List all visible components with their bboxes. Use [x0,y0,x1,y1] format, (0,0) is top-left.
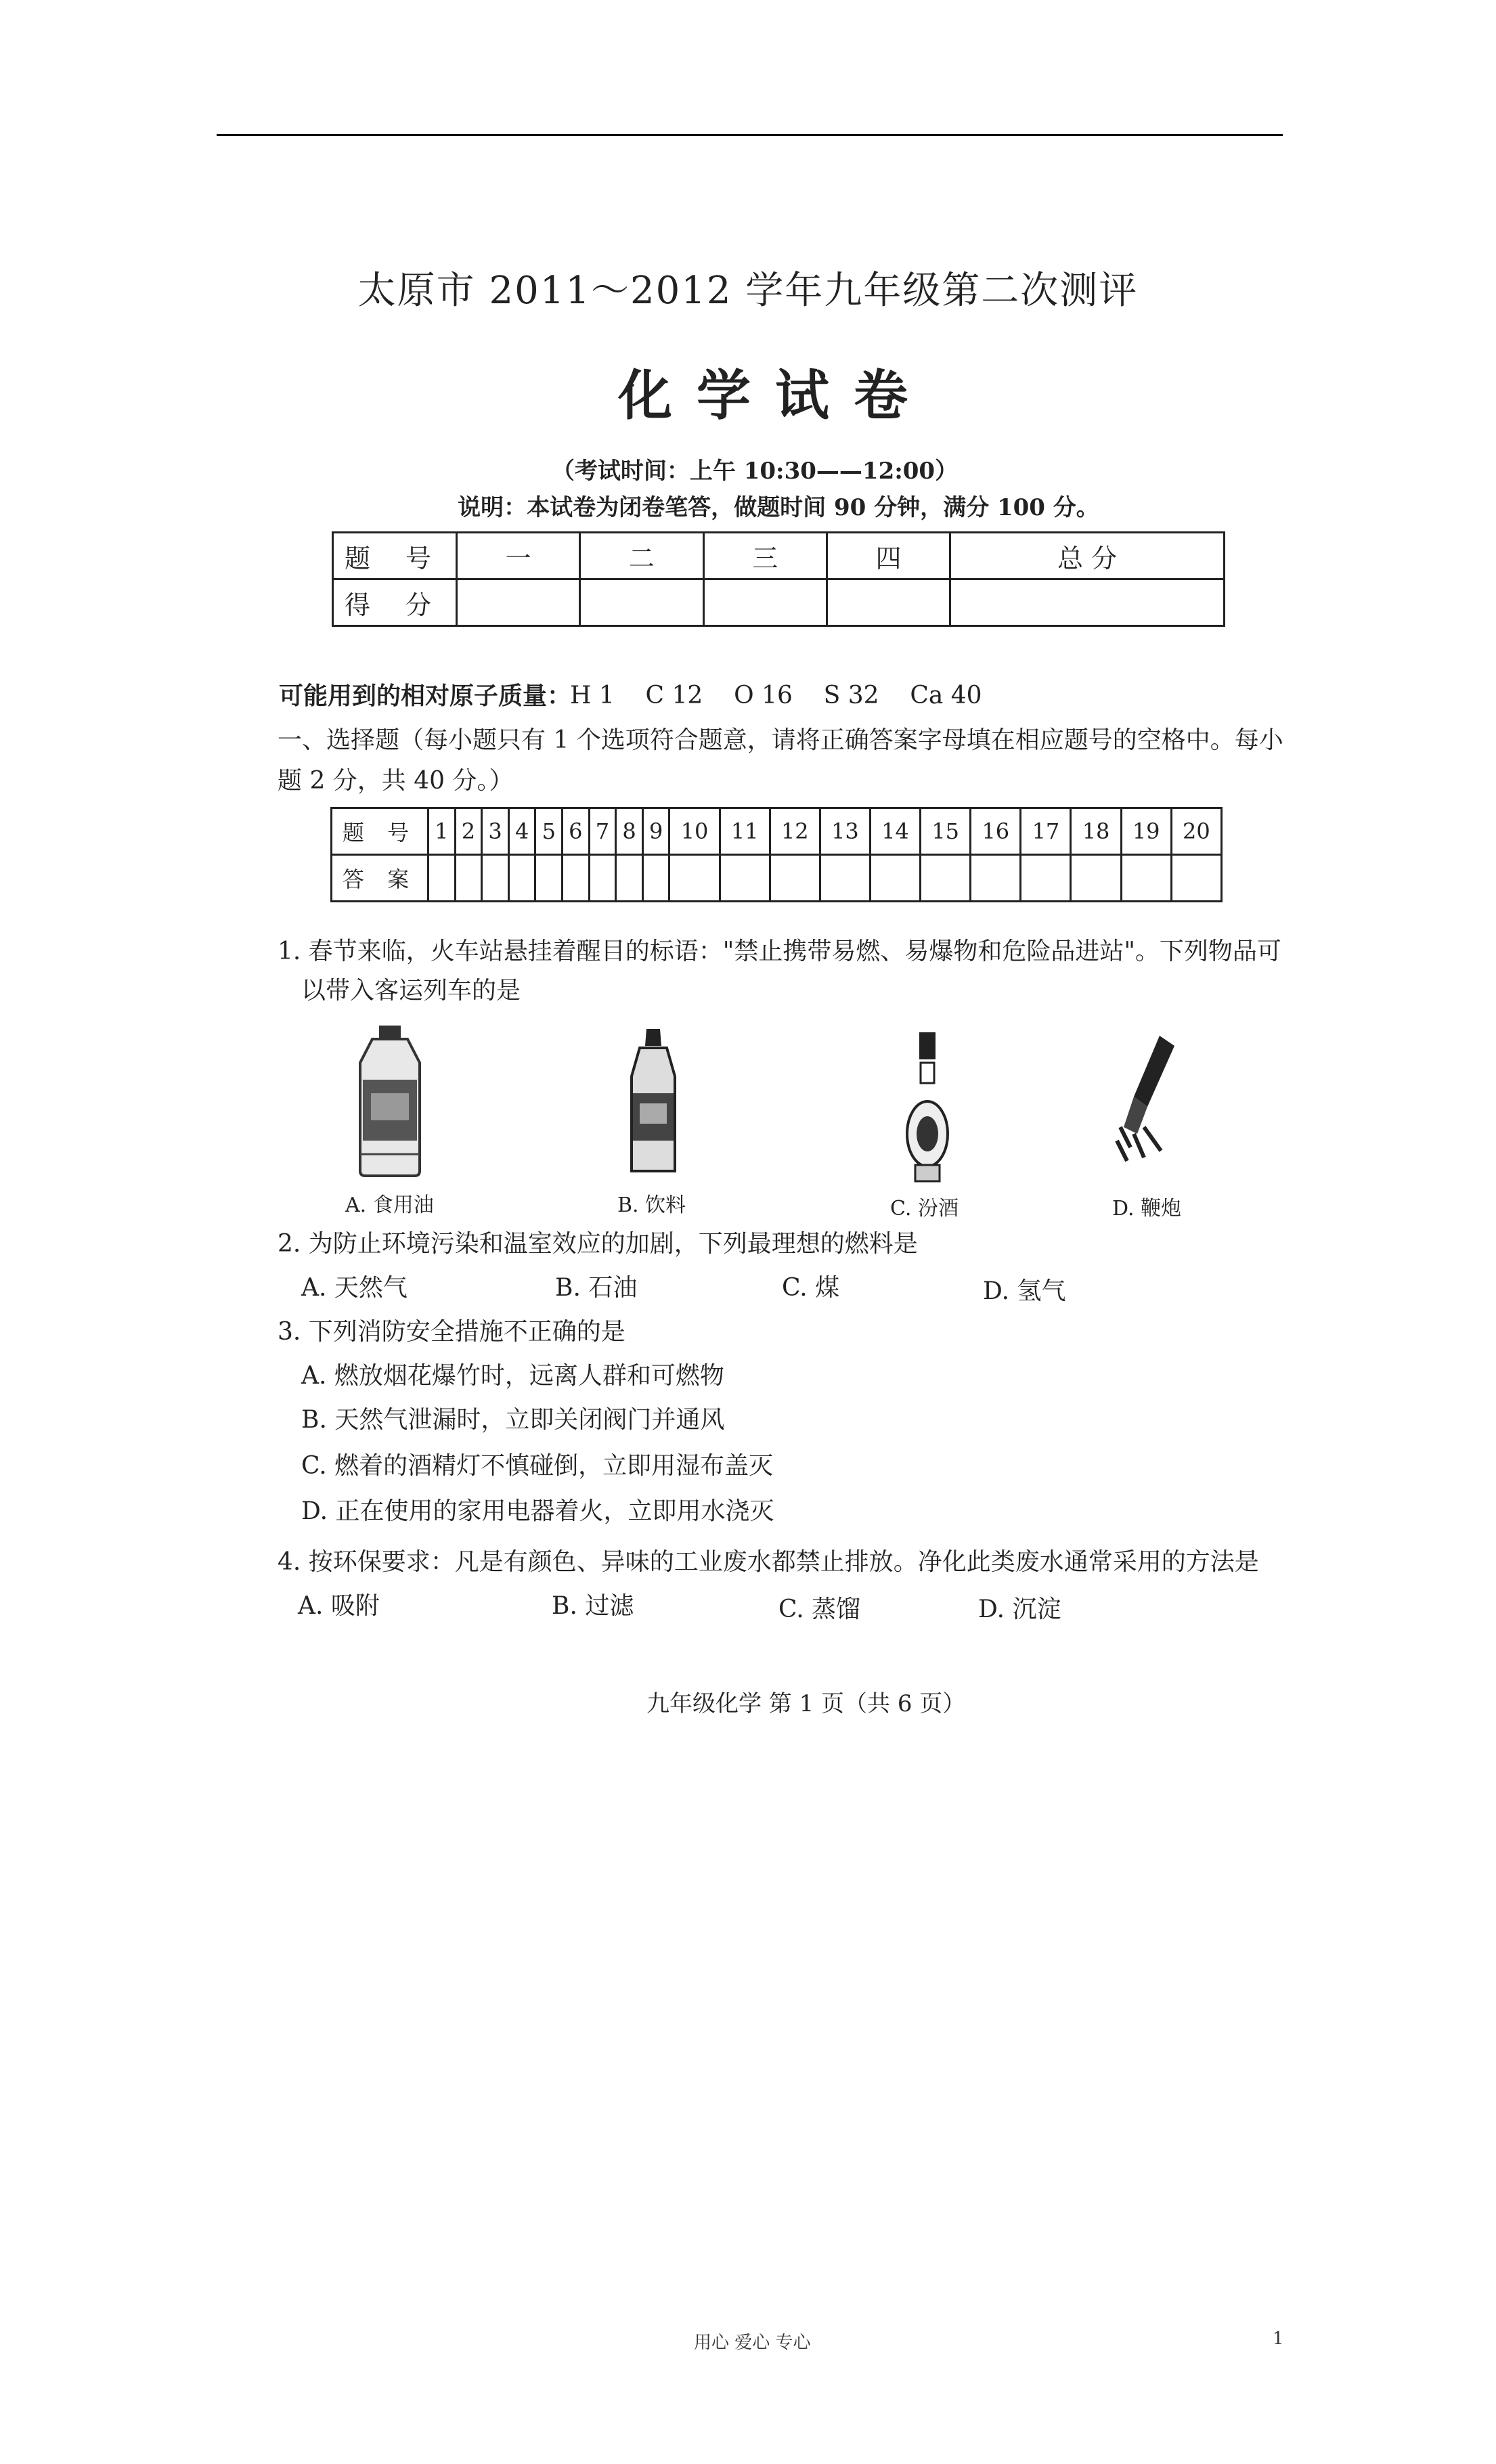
answer-table [330,807,1223,902]
subject-title: 化学试卷 [618,364,932,427]
answer-table-number-cell: 10 [669,808,720,855]
score-table-cell: 总 分 [950,533,1225,579]
q2-stem: 2. 为防止环境污染和温室效应的加剧，下列最理想的燃料是 [278,1230,918,1258]
firecracker-image [1107,1032,1181,1168]
top-rule [217,134,1283,136]
score-input-cell[interactable] [950,579,1225,626]
answer-table-number-cell: 13 [820,808,870,855]
answer-input-cell[interactable] [563,855,590,902]
answer-table-number-cell: 16 [971,808,1021,855]
answer-input-cell[interactable] [642,855,669,902]
answer-input-cell[interactable] [770,855,820,902]
score-table-cell: 题 号 [333,533,457,579]
answer-input-cell[interactable] [820,855,870,902]
q3-option-d: D. 正在使用的家用电器着火，立即用水浇灭 [301,1497,774,1525]
answer-table-number-cell: 12 [770,808,820,855]
page-footer: 九年级化学 第 1 页（共 6 页） [646,1690,966,1717]
answer-input-cell[interactable] [971,855,1021,902]
answer-input-cell[interactable] [482,855,509,902]
answer-table-number-cell: 20 [1171,808,1221,855]
answer-table-number-cell: 15 [921,808,971,855]
score-table-header-row [333,533,1225,579]
answer-table-cell: 答 案 [332,855,428,902]
answer-input-cell[interactable] [589,855,616,902]
q1-stem-cont: 以带入客运列车的是 [301,977,521,1005]
q1-option-a: A. 食用油 [345,1193,434,1217]
answer-table-number-cell: 18 [1071,808,1121,855]
answer-table-number-cell: 14 [870,808,920,855]
answer-table-number-cell: 5 [535,808,563,855]
answer-input-cell[interactable] [508,855,535,902]
score-table-cell: 二 [580,533,703,579]
answer-table-number-cell: 6 [563,808,590,855]
answer-input-cell[interactable] [616,855,643,902]
fen-liquor-bottle-image [900,1032,954,1185]
q2-option-d: D. 氢气 [983,1277,1066,1305]
answer-table-number-cell: 9 [642,808,669,855]
bottom-footer-text: 用心 爱心 专心 [694,2333,811,2353]
score-table-cell: 一 [457,533,580,579]
q1-option-c: C. 汾酒 [890,1197,959,1220]
answer-table-number-cell: 1 [428,808,456,855]
q4-stem: 4. 按环保要求：凡是有颜色、异味的工业废水都禁止排放。净化此类废水通常采用的方法是 [278,1548,1259,1576]
score-table-score-row [333,579,1225,626]
q4-option-c: C. 蒸馏 [778,1596,861,1623]
answer-input-cell[interactable] [720,855,770,902]
section1-heading: 一、选择题（每小题只有 1 个选项符合题意，请将正确答案字母填在相应题号的空格中。每小 [278,726,1283,754]
page-number: 1 [1273,2329,1284,2349]
answer-input-cell[interactable] [535,855,563,902]
instructions: 说明：本试卷为闭卷笔答，做题时间 90 分钟，满分 100 分。 [458,494,1099,521]
answer-table-number-cell: 4 [508,808,535,855]
q4-option-b: B. 过滤 [552,1592,634,1620]
answer-table-number-row [332,808,1222,855]
q2-option-b: B. 石油 [555,1274,638,1302]
q3-stem: 3. 下列消防安全措施不正确的是 [278,1318,625,1346]
answer-table-number-cell: 2 [455,808,482,855]
time-note: （考试时间：上午 10:30——12:00） [551,458,959,485]
exam-title: 太原市 2011～2012 学年九年级第二次测评 [357,269,1139,313]
atomic-mass-label: 可能用到的相对原子质量： [279,682,572,710]
score-input-cell[interactable] [703,579,827,626]
score-input-cell[interactable] [827,579,950,626]
score-table-cell: 四 [827,533,950,579]
beverage-bottle-image [619,1029,687,1178]
answer-table-number-cell: 8 [616,808,643,855]
answer-table-number-cell: 17 [1021,808,1071,855]
q3-option-b: B. 天然气泄漏时，立即关闭阀门并通风 [301,1406,725,1434]
answer-table-number-cell: 11 [720,808,770,855]
answer-input-cell[interactable] [669,855,720,902]
q2-option-a: A. 天然气 [301,1274,408,1302]
score-table-cell: 得 分 [333,579,457,626]
score-input-cell[interactable] [457,579,580,626]
q1-option-d: D. 鞭炮 [1112,1197,1182,1220]
q4-option-d: D. 沉淀 [978,1596,1061,1623]
score-input-cell[interactable] [580,579,703,626]
answer-table-number-cell: 7 [589,808,616,855]
section1-heading-cont: 题 2 分，共 40 分。） [278,767,514,795]
answer-input-cell[interactable] [1071,855,1121,902]
q1-stem: 1. 春节来临，火车站悬挂着醒目的标语："禁止携带易燃、易爆物和危险品进站"。下列物品可 [278,938,1281,965]
q4-option-a: A. 吸附 [298,1592,380,1620]
answer-input-cell[interactable] [1171,855,1221,902]
atomic-mass-values: H 1 C 12 O 16 S 32 Ca 40 [570,682,982,709]
answer-input-cell[interactable] [1121,855,1171,902]
answer-input-cell[interactable] [428,855,456,902]
answer-input-cell[interactable] [921,855,971,902]
q2-option-c: C. 煤 [782,1274,840,1302]
q1-option-b: B. 饮料 [617,1193,686,1217]
q3-option-a: A. 燃放烟花爆竹时，远离人群和可燃物 [301,1362,724,1390]
cooking-oil-bottle-image [352,1026,433,1178]
score-table [332,531,1225,627]
answer-table-number-cell: 3 [482,808,509,855]
answer-input-cell[interactable] [1021,855,1071,902]
answer-table-cell: 题 号 [332,808,428,855]
answer-input-cell[interactable] [870,855,920,902]
answer-table-answer-row [332,855,1222,902]
answer-input-cell[interactable] [455,855,482,902]
q3-option-c: C. 燃着的酒精灯不慎碰倒，立即用湿布盖灭 [301,1452,774,1480]
answer-table-number-cell: 19 [1121,808,1171,855]
score-table-cell: 三 [703,533,827,579]
